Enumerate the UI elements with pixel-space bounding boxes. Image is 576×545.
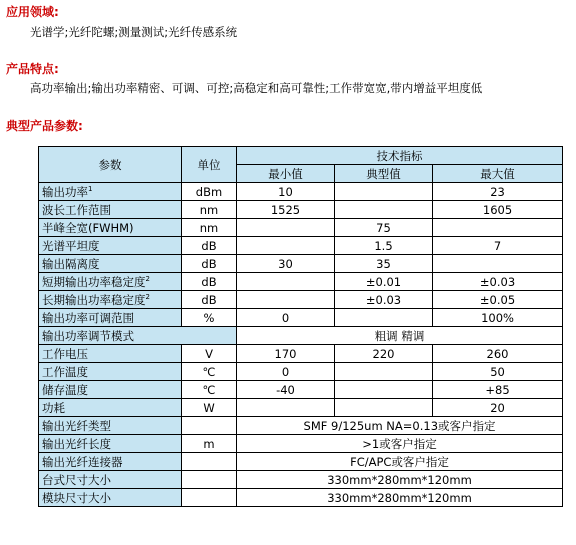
- unit-cell: [182, 489, 237, 507]
- value-cell: FC/APC或客户指定: [237, 453, 563, 471]
- table-row: [39, 471, 563, 489]
- value-cell: SMF 9/125um NA=0.13或客户指定: [237, 417, 563, 435]
- param-cell: [39, 273, 182, 291]
- max-cell: 7: [433, 237, 563, 255]
- param-cell: [39, 183, 182, 201]
- table-row: [39, 435, 563, 453]
- table-row-mode: [39, 327, 563, 345]
- param-label: 输出隔离度: [42, 256, 100, 271]
- footnote-marker: 2: [145, 292, 150, 301]
- features-heading: 产品特点:: [6, 62, 59, 76]
- unit-cell: m: [182, 435, 237, 453]
- table-row: [39, 345, 563, 363]
- typ-cell: [335, 201, 433, 219]
- table-row: [39, 219, 563, 237]
- min-cell: 30: [237, 255, 335, 273]
- header-row-1: [39, 147, 563, 165]
- table-row: [39, 489, 563, 507]
- min-cell: 0: [237, 309, 335, 327]
- param-label: 光谱平坦度: [42, 238, 100, 253]
- header-typ: 典型值: [335, 165, 433, 183]
- typ-cell: [335, 183, 433, 201]
- typ-cell: 1.5: [335, 237, 433, 255]
- param-cell: [39, 237, 182, 255]
- typ-cell: [335, 309, 433, 327]
- max-cell: ±0.05: [433, 291, 563, 309]
- min-cell: [237, 273, 335, 291]
- unit-cell: dB: [182, 273, 237, 291]
- max-cell: 20: [433, 399, 563, 417]
- max-cell: 100%: [433, 309, 563, 327]
- table-row: [39, 309, 563, 327]
- table-row: [39, 273, 563, 291]
- min-cell: [237, 219, 335, 237]
- param-cell: [39, 453, 182, 471]
- param-label: 输出光纤类型: [42, 418, 111, 433]
- max-cell: [433, 255, 563, 273]
- header-max: 最大值: [433, 165, 563, 183]
- param-cell: [39, 435, 182, 453]
- value-cell: 330mm*280mm*120mm: [237, 489, 563, 507]
- unit-cell: V: [182, 345, 237, 363]
- param-cell: [39, 219, 182, 237]
- param-cell: [39, 255, 182, 273]
- typ-cell: [335, 381, 433, 399]
- param-label: 半峰全宽(FWHM): [42, 220, 134, 235]
- min-cell: -40: [237, 381, 335, 399]
- header-min: 最小值: [237, 165, 335, 183]
- table-row: [39, 453, 563, 471]
- min-cell: 1525: [237, 201, 335, 219]
- application-heading: 应用领域:: [6, 5, 59, 19]
- max-cell: ±0.03: [433, 273, 563, 291]
- param-label: 工作电压: [42, 346, 88, 361]
- header-unit: 单位: [182, 147, 237, 183]
- unit-cell: dB: [182, 255, 237, 273]
- param-cell: [39, 345, 182, 363]
- param-cell: [39, 291, 182, 309]
- min-cell: [237, 291, 335, 309]
- unit-cell: [182, 453, 237, 471]
- param-label: 功耗: [42, 400, 65, 415]
- param-label: 波长工作范围: [42, 202, 111, 217]
- min-cell: [237, 399, 335, 417]
- max-cell: +85: [433, 381, 563, 399]
- max-cell: 260: [433, 345, 563, 363]
- table-row: [39, 201, 563, 219]
- unit-cell: W: [182, 399, 237, 417]
- table-row: [39, 291, 563, 309]
- unit-cell: [182, 471, 237, 489]
- application-text: 光谱学;光纤陀螺;测量测试;光纤传感系统: [30, 25, 238, 39]
- param-label: 输出功率: [42, 184, 88, 199]
- param-cell: [39, 381, 182, 399]
- max-cell: 50: [433, 363, 563, 381]
- spec-table: [38, 146, 563, 507]
- param-label: 储存温度: [42, 382, 88, 397]
- unit-cell: dB: [182, 291, 237, 309]
- param-cell: 输出功率调节模式: [39, 327, 237, 345]
- typ-cell: ±0.03: [335, 291, 433, 309]
- param-label: 输出光纤长度: [42, 436, 111, 451]
- unit-cell: nm: [182, 201, 237, 219]
- unit-cell: dB: [182, 237, 237, 255]
- param-label: 工作温度: [42, 364, 88, 379]
- param-label: 输出光纤连接器: [42, 454, 123, 469]
- param-cell: [39, 489, 182, 507]
- max-cell: 1605: [433, 201, 563, 219]
- features-text: 高功率输出;输出功率精密、可调、可控;高稳定和高可靠性;工作带宽宽,带内增益平坦度低: [30, 81, 483, 95]
- max-cell: 23: [433, 183, 563, 201]
- param-label: 长期输出功率稳定度: [42, 292, 146, 307]
- footnote-marker: 2: [145, 274, 150, 283]
- param-cell: [39, 201, 182, 219]
- typ-cell: 220: [335, 345, 433, 363]
- param-label: 短期输出功率稳定度: [42, 274, 146, 289]
- header-param: 参数: [39, 147, 182, 183]
- typ-cell: ±0.01: [335, 273, 433, 291]
- value-cell: 330mm*280mm*120mm: [237, 471, 563, 489]
- table-row: [39, 183, 563, 201]
- typ-cell: [335, 399, 433, 417]
- table-row: [39, 237, 563, 255]
- unit-cell: ℃: [182, 381, 237, 399]
- min-cell: 170: [237, 345, 335, 363]
- params-heading: 典型产品参数:: [6, 119, 83, 133]
- param-cell: [39, 471, 182, 489]
- min-cell: [237, 237, 335, 255]
- min-cell: 10: [237, 183, 335, 201]
- param-cell: [39, 399, 182, 417]
- table-row: [39, 255, 563, 273]
- table-row: [39, 381, 563, 399]
- unit-cell: nm: [182, 219, 237, 237]
- value-cell: 粗调 精调: [237, 327, 563, 345]
- typ-cell: 75: [335, 219, 433, 237]
- header-spec: 技术指标: [237, 147, 563, 165]
- param-label: 台式尺寸大小: [42, 472, 111, 487]
- param-label: 模块尺寸大小: [42, 490, 111, 505]
- unit-cell: [182, 417, 237, 435]
- table-row: [39, 363, 563, 381]
- param-cell: [39, 363, 182, 381]
- value-cell: >1或客户指定: [237, 435, 563, 453]
- min-cell: 0: [237, 363, 335, 381]
- table-row: [39, 399, 563, 417]
- unit-cell: ℃: [182, 363, 237, 381]
- param-cell: [39, 309, 182, 327]
- typ-cell: [335, 363, 433, 381]
- param-label: 输出功率可调范围: [42, 310, 134, 325]
- unit-cell: dBm: [182, 183, 237, 201]
- param-cell: [39, 417, 182, 435]
- footnote-marker: 1: [88, 184, 93, 193]
- table-row: [39, 417, 563, 435]
- typ-cell: 35: [335, 255, 433, 273]
- max-cell: [433, 219, 563, 237]
- unit-cell: %: [182, 309, 237, 327]
